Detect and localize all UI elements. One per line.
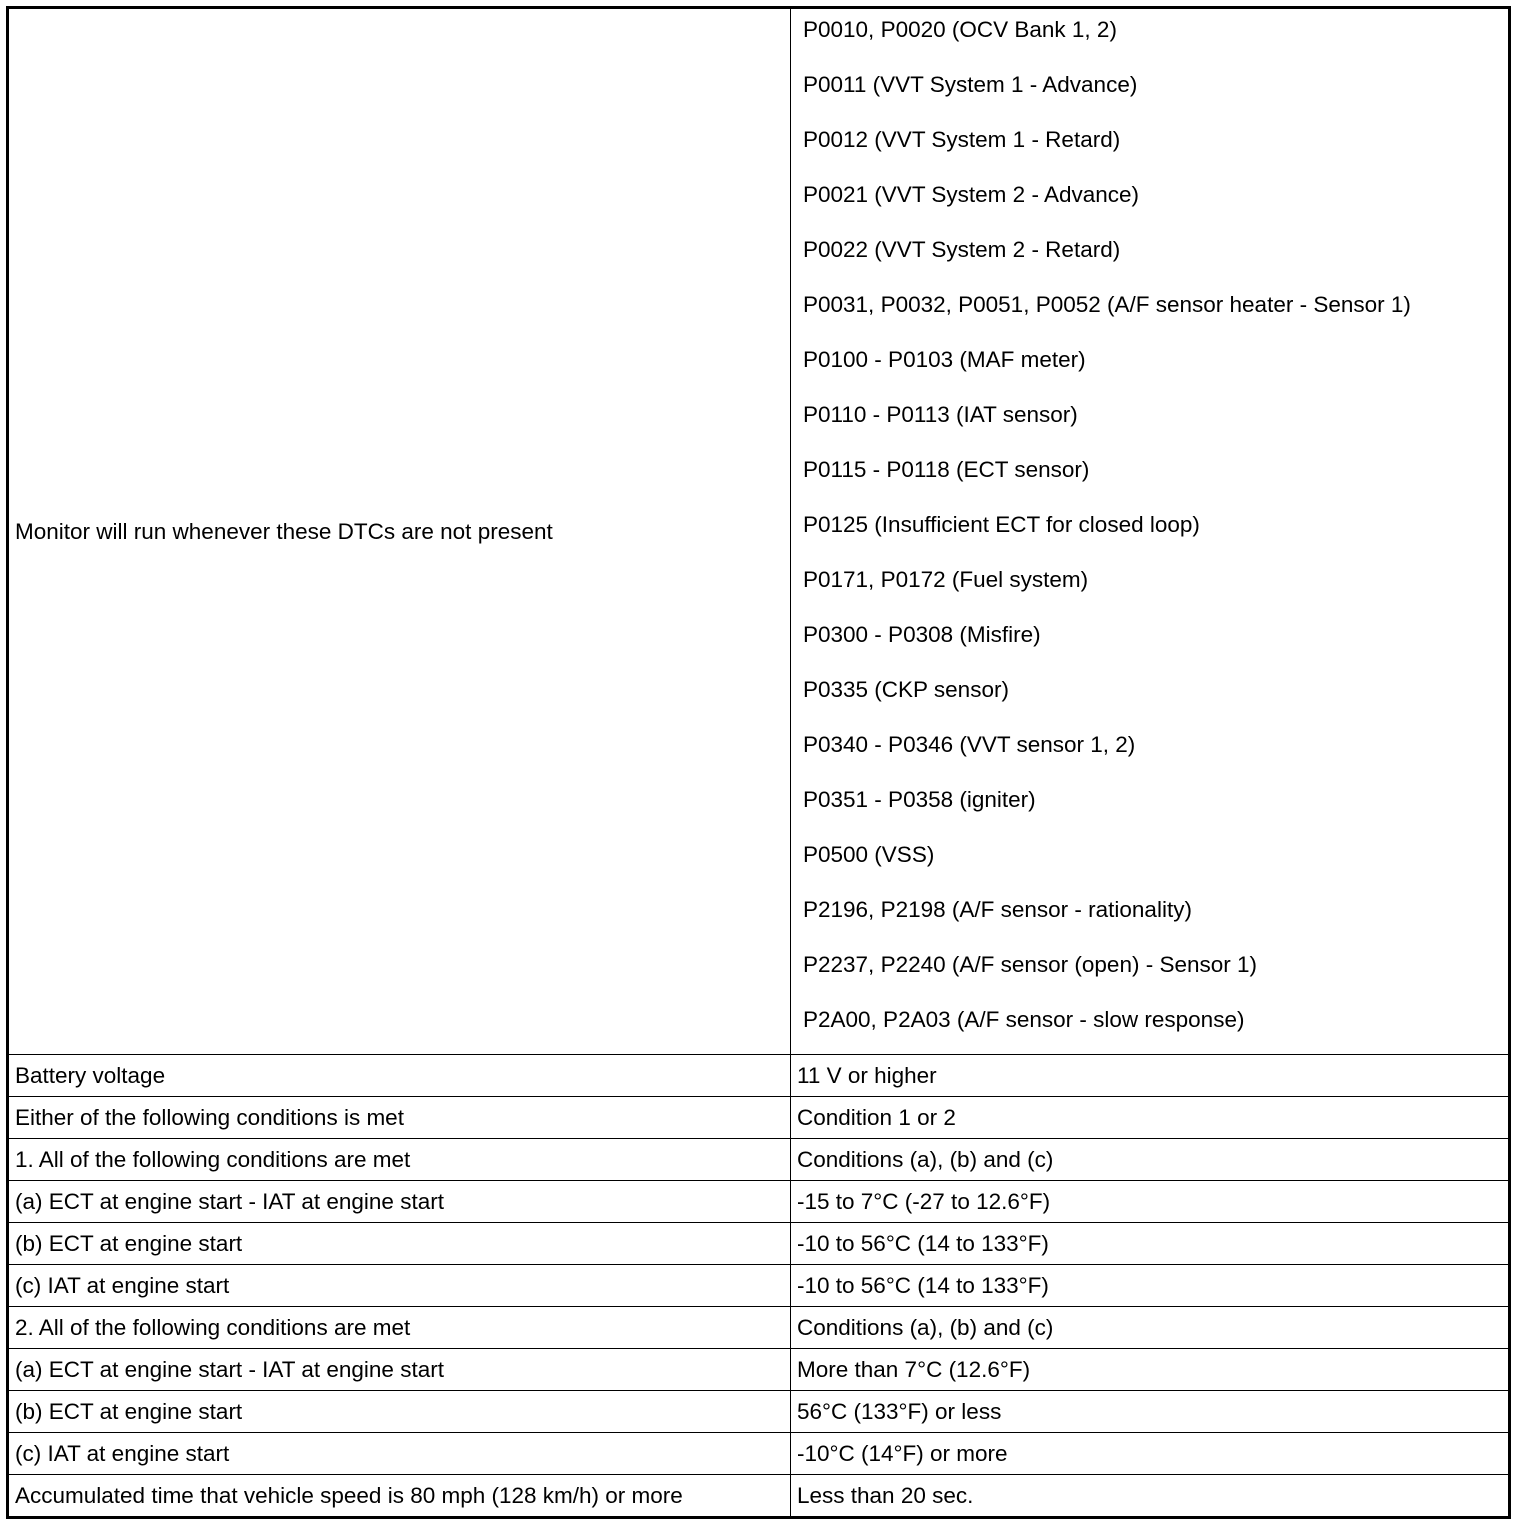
condition-value: Condition 1 or 2 (791, 1097, 1510, 1139)
table-row (8, 1391, 1510, 1433)
dtc-list (797, 9, 1502, 1054)
condition-label: (b) ECT at engine start (8, 1223, 791, 1265)
table-row (8, 1181, 1510, 1223)
dtc-row (8, 8, 1510, 1055)
dtc-item: P2237, P2240 (A/F sensor (open) - Sensor 1) (803, 952, 1257, 977)
dtc-item: P2A00, P2A03 (A/F sensor - slow response) (803, 1007, 1245, 1032)
condition-value: 56°C (133°F) or less (791, 1391, 1510, 1433)
dtc-item: P0011 (VVT System 1 - Advance) (803, 72, 1138, 97)
table-row (8, 1307, 1510, 1349)
condition-label: (c) IAT at engine start (8, 1265, 791, 1307)
table-row (8, 1055, 1510, 1097)
condition-value: Conditions (a), (b) and (c) (791, 1139, 1510, 1181)
condition-label: (b) ECT at engine start (8, 1391, 791, 1433)
condition-label: Battery voltage (8, 1055, 791, 1097)
condition-label: (a) ECT at engine start - IAT at engine start (8, 1349, 791, 1391)
condition-label: 1. All of the following conditions are met (8, 1139, 791, 1181)
table-row (8, 1097, 1510, 1139)
table-row (8, 1223, 1510, 1265)
dtc-item: P0021 (VVT System 2 - Advance) (803, 182, 1139, 207)
dtc-item: P0351 - P0358 (igniter) (803, 787, 1036, 812)
condition-value: More than 7°C (12.6°F) (791, 1349, 1510, 1391)
dtc-item: P0100 - P0103 (MAF meter) (803, 347, 1086, 372)
condition-value: Less than 20 sec. (791, 1475, 1510, 1518)
condition-value: 11 V or higher (791, 1055, 1510, 1097)
dtc-item: P0125 (Insufficient ECT for closed loop) (803, 512, 1200, 537)
condition-value: Conditions (a), (b) and (c) (791, 1307, 1510, 1349)
dtc-condition-label: Monitor will run whenever these DTCs are not present (8, 8, 791, 1055)
monitor-conditions-table (6, 6, 1511, 1519)
dtc-item: P0340 - P0346 (VVT sensor 1, 2) (803, 732, 1136, 757)
condition-label: Either of the following conditions is met (8, 1097, 791, 1139)
table-row (8, 1139, 1510, 1181)
condition-value: -10°C (14°F) or more (791, 1433, 1510, 1475)
condition-value: -10 to 56°C (14 to 133°F) (791, 1223, 1510, 1265)
table-row (8, 1475, 1510, 1518)
table-row (8, 1265, 1510, 1307)
condition-label: Accumulated time that vehicle speed is 80 mph (128 km/h) or more (8, 1475, 791, 1518)
condition-value: -10 to 56°C (14 to 133°F) (791, 1265, 1510, 1307)
dtc-item: P0115 - P0118 (ECT sensor) (803, 457, 1090, 482)
condition-label: (a) ECT at engine start - IAT at engine start (8, 1181, 791, 1223)
dtc-item: P0012 (VVT System 1 - Retard) (803, 127, 1121, 152)
dtc-item: P0022 (VVT System 2 - Retard) (803, 237, 1121, 262)
dtc-item: P0335 (CKP sensor) (803, 677, 1009, 702)
dtc-item: P0010, P0020 (OCV Bank 1, 2) (803, 17, 1117, 42)
condition-label: (c) IAT at engine start (8, 1433, 791, 1475)
dtc-item: P0110 - P0113 (IAT sensor) (803, 402, 1078, 427)
dtc-item: P0300 - P0308 (Misfire) (803, 622, 1041, 647)
condition-value: -15 to 7°C (-27 to 12.6°F) (791, 1181, 1510, 1223)
dtc-item: P0031, P0032, P0051, P0052 (A/F sensor heater - Sensor 1) (803, 292, 1411, 317)
dtc-item: P0500 (VSS) (803, 842, 935, 867)
table-row (8, 1433, 1510, 1475)
condition-label: 2. All of the following conditions are met (8, 1307, 791, 1349)
dtc-list-cell (791, 8, 1510, 1055)
table-row (8, 1349, 1510, 1391)
dtc-item: P0171, P0172 (Fuel system) (803, 567, 1089, 592)
dtc-item: P2196, P2198 (A/F sensor - rationality) (803, 897, 1192, 922)
